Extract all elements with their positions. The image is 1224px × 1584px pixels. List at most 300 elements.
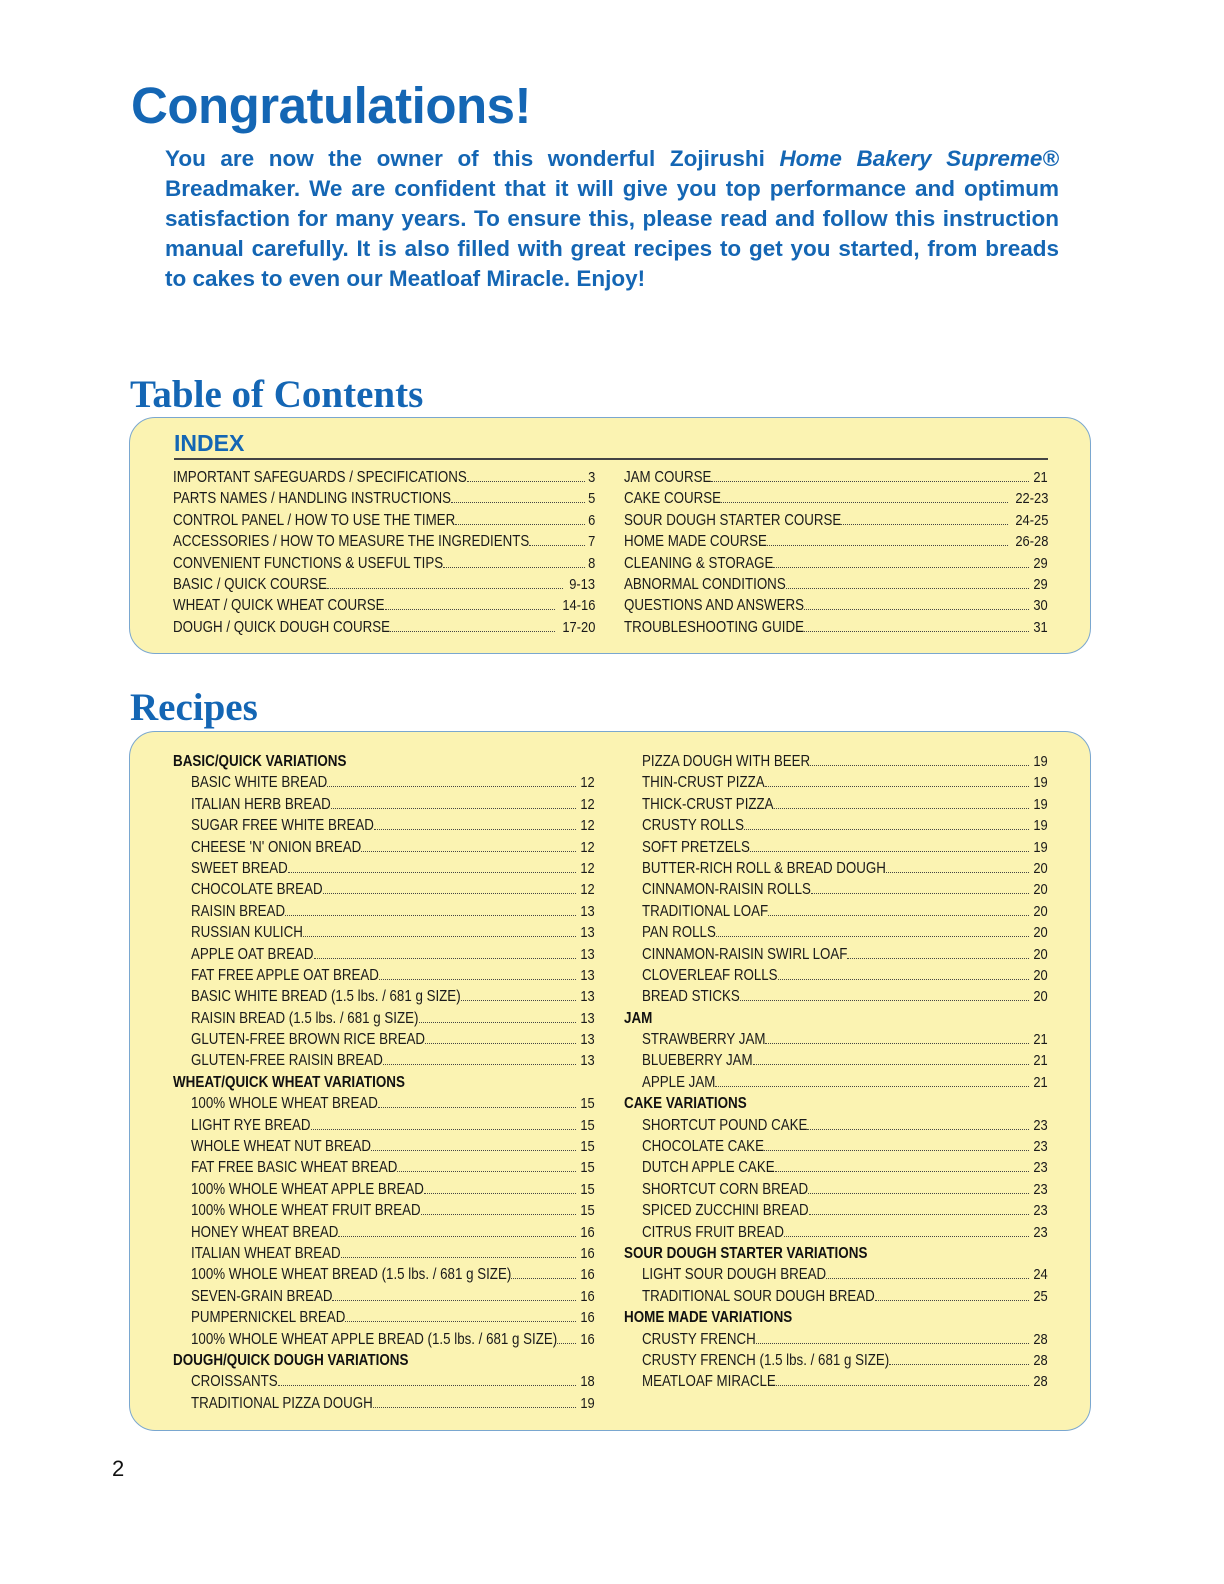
contents-entry bbox=[173, 1307, 595, 1328]
entry-title: LIGHT RYE BREAD bbox=[191, 1116, 311, 1134]
dot-leader bbox=[756, 1343, 1029, 1344]
dot-leader bbox=[721, 502, 1008, 503]
dot-leader bbox=[886, 872, 1029, 873]
contents-entry bbox=[624, 944, 1048, 965]
category-heading: SOUR DOUGH STARTER VARIATIONS bbox=[624, 1244, 868, 1262]
contents-entry bbox=[173, 1179, 595, 1200]
entry-page-number: 20 bbox=[1033, 881, 1048, 899]
toc-heading: Table of Contents bbox=[130, 373, 424, 416]
contents-entry bbox=[173, 1008, 595, 1029]
entry-title: CHOCOLATE BREAD bbox=[191, 881, 323, 899]
index-divider bbox=[174, 458, 1048, 460]
dot-leader bbox=[288, 872, 577, 873]
entry-title: SOFT PRETZELS bbox=[642, 838, 750, 856]
dot-leader bbox=[764, 1150, 1029, 1151]
dot-leader bbox=[768, 915, 1029, 916]
contents-entry bbox=[173, 467, 595, 488]
dot-leader bbox=[285, 915, 576, 916]
entry-title: BASIC / QUICK COURSE bbox=[173, 575, 328, 593]
dot-leader bbox=[808, 1193, 1029, 1194]
entry-title: PIZZA DOUGH WITH BEER bbox=[642, 753, 811, 770]
dot-leader bbox=[809, 1214, 1030, 1215]
entry-title: HOME MADE COURSE bbox=[624, 533, 767, 551]
contents-entry bbox=[624, 1157, 1048, 1178]
entry-title: TROUBLESHOOTING GUIDE bbox=[624, 618, 804, 636]
dot-leader bbox=[361, 851, 576, 852]
contents-entry bbox=[624, 794, 1048, 815]
contents-entry bbox=[624, 837, 1048, 858]
entry-page-number: 23 bbox=[1033, 1116, 1048, 1134]
dot-leader bbox=[711, 481, 1029, 482]
entry-title: CLEANING & STORAGE bbox=[624, 554, 774, 572]
dot-leader bbox=[775, 1171, 1030, 1172]
entry-page-number: 16 bbox=[580, 1330, 595, 1348]
dot-leader bbox=[373, 1407, 577, 1408]
entry-page-number: 20 bbox=[1033, 945, 1048, 963]
dot-leader bbox=[421, 1214, 577, 1215]
dot-leader bbox=[379, 979, 576, 980]
dot-leader bbox=[765, 1043, 1029, 1044]
entry-title: SOUR DOUGH STARTER COURSE bbox=[624, 511, 842, 529]
contents-entry bbox=[624, 986, 1048, 1007]
entry-title: CHEESE 'N' ONION BREAD bbox=[191, 838, 362, 856]
dot-leader bbox=[311, 1129, 577, 1130]
entry-title: MEATLOAF MIRACLE bbox=[642, 1373, 776, 1391]
dot-leader bbox=[327, 588, 563, 589]
entry-page-number: 23 bbox=[1033, 1223, 1048, 1241]
dot-leader bbox=[323, 893, 577, 894]
recipes-panel bbox=[129, 731, 1091, 1431]
entry-page-number: 19 bbox=[1033, 817, 1048, 835]
dot-leader bbox=[767, 545, 1008, 546]
entry-title: 100% WHOLE WHEAT BREAD (1.5 lbs. / 681 g SIZE) bbox=[191, 1266, 512, 1284]
contents-entry bbox=[624, 858, 1048, 879]
contents-entry bbox=[173, 1286, 595, 1307]
dot-leader bbox=[841, 524, 1007, 525]
index-panel bbox=[129, 417, 1091, 654]
category-heading: JAM bbox=[624, 1009, 653, 1027]
entry-page-number: 28 bbox=[1033, 1330, 1048, 1348]
contents-entry bbox=[624, 595, 1048, 616]
entry-page-number: 8 bbox=[587, 554, 595, 572]
dot-leader bbox=[557, 1343, 576, 1344]
contents-entry bbox=[624, 1136, 1048, 1157]
dot-leader bbox=[390, 631, 555, 632]
entry-page-number: 14-16 bbox=[561, 597, 595, 615]
entry-page-number: 21 bbox=[1033, 1052, 1048, 1070]
entry-title: BASIC WHITE BREAD bbox=[191, 774, 328, 792]
entry-page-number: 23 bbox=[1033, 1159, 1048, 1177]
entry-page-number: 13 bbox=[580, 1052, 595, 1070]
entry-title: JAM COURSE bbox=[624, 469, 712, 486]
entry-title: TRADITIONAL SOUR DOUGH BREAD bbox=[642, 1287, 875, 1305]
dot-leader bbox=[341, 1257, 577, 1258]
entry-page-number: 6 bbox=[587, 511, 595, 529]
entry-title: PUMPERNICKEL BREAD bbox=[191, 1309, 346, 1327]
entry-page-number: 13 bbox=[580, 924, 595, 942]
entry-page-number: 25 bbox=[1033, 1287, 1048, 1305]
dot-leader bbox=[327, 786, 576, 787]
contents-entry bbox=[624, 1029, 1048, 1050]
dot-leader bbox=[804, 609, 1029, 610]
dot-leader bbox=[875, 1300, 1030, 1301]
entry-page-number: 31 bbox=[1033, 618, 1048, 636]
category-heading: WHEAT/QUICK WHEAT VARIATIONS bbox=[173, 1073, 405, 1091]
dot-leader bbox=[847, 958, 1029, 959]
dot-leader bbox=[467, 481, 585, 482]
entry-title: GLUTEN-FREE RAISIN BREAD bbox=[191, 1052, 383, 1070]
entry-page-number: 19 bbox=[1033, 838, 1048, 856]
entry-title: APPLE JAM bbox=[642, 1073, 716, 1091]
contents-entry bbox=[173, 901, 595, 922]
entry-title: CLOVERLEAF ROLLS bbox=[642, 966, 778, 984]
contents-entry bbox=[173, 858, 595, 879]
entry-page-number: 16 bbox=[580, 1309, 595, 1327]
entry-page-number: 16 bbox=[580, 1287, 595, 1305]
entry-page-number: 13 bbox=[580, 902, 595, 920]
dot-leader bbox=[424, 1193, 576, 1194]
entry-page-number: 23 bbox=[1033, 1202, 1048, 1220]
dot-leader bbox=[765, 786, 1030, 787]
entry-title: SWEET BREAD bbox=[191, 859, 288, 877]
entry-page-number: 20 bbox=[1033, 988, 1048, 1006]
dot-leader bbox=[807, 1129, 1029, 1130]
entry-page-number: 9-13 bbox=[569, 575, 595, 593]
entry-title: CITRUS FRUIT BREAD bbox=[642, 1223, 784, 1241]
contents-entry bbox=[173, 1222, 595, 1243]
contents-entry bbox=[624, 488, 1048, 509]
entry-title: SHORTCUT POUND CAKE bbox=[642, 1116, 808, 1134]
entry-title: CONVENIENT FUNCTIONS & USEFUL TIPS bbox=[173, 554, 444, 572]
contents-entry bbox=[624, 965, 1048, 986]
contents-entry bbox=[624, 1179, 1048, 1200]
entry-page-number: 21 bbox=[1033, 1073, 1048, 1091]
contents-entry bbox=[173, 1093, 595, 1114]
entry-page-number: 7 bbox=[587, 533, 595, 551]
contents-entry bbox=[173, 772, 595, 793]
contents-entry bbox=[173, 986, 595, 1007]
entry-page-number: 19 bbox=[1033, 753, 1048, 770]
entry-page-number: 23 bbox=[1033, 1180, 1048, 1198]
contents-entry bbox=[173, 1115, 595, 1136]
contents-entry bbox=[173, 531, 595, 552]
entry-title: BASIC WHITE BREAD (1.5 lbs. / 681 g SIZE) bbox=[191, 988, 461, 1006]
entry-title: RAISIN BREAD bbox=[191, 902, 286, 920]
entry-page-number: 20 bbox=[1033, 966, 1048, 984]
intro-product-name: Home Bakery Supreme® bbox=[779, 146, 1060, 171]
entry-page-number: 17-20 bbox=[561, 618, 595, 636]
dot-leader bbox=[774, 808, 1030, 809]
contents-entry bbox=[173, 510, 595, 531]
entry-title: CRUSTY FRENCH (1.5 lbs. / 681 g SIZE) bbox=[642, 1351, 890, 1369]
dot-leader bbox=[332, 1300, 576, 1301]
dot-leader bbox=[810, 765, 1029, 766]
entry-title: ACCESSORIES / HOW TO MEASURE THE INGREDIENTS bbox=[173, 533, 530, 551]
dot-leader bbox=[378, 1107, 576, 1108]
contents-entry bbox=[624, 772, 1048, 793]
contents-entry bbox=[624, 879, 1048, 900]
entry-title: DOUGH / QUICK DOUGH COURSE bbox=[173, 618, 391, 636]
contents-entry bbox=[624, 510, 1048, 531]
contents-entry bbox=[624, 1329, 1048, 1350]
contents-entry bbox=[173, 1264, 595, 1285]
entry-title: TRADITIONAL LOAF bbox=[642, 902, 769, 920]
entry-title: 100% WHOLE WHEAT FRUIT BREAD bbox=[191, 1202, 421, 1220]
entry-page-number: 19 bbox=[580, 1394, 595, 1412]
entry-title: SUGAR FREE WHITE BREAD bbox=[191, 817, 374, 835]
contents-entry bbox=[173, 1157, 595, 1178]
entry-page-number: 15 bbox=[580, 1138, 595, 1156]
entry-title: FAT FREE APPLE OAT BREAD bbox=[191, 966, 379, 984]
contents-entry bbox=[624, 751, 1048, 772]
dot-leader bbox=[371, 1150, 576, 1151]
entry-title: 100% WHOLE WHEAT APPLE BREAD (1.5 lbs. / 681 g SIZE) bbox=[191, 1330, 558, 1348]
entry-title: 100% WHOLE WHEAT BREAD bbox=[191, 1095, 378, 1113]
dot-leader bbox=[383, 1064, 576, 1065]
entry-page-number: 13 bbox=[580, 945, 595, 963]
contents-entry bbox=[173, 1393, 595, 1414]
contents-entry bbox=[173, 1136, 595, 1157]
entry-title: FAT FREE BASIC WHEAT BREAD bbox=[191, 1159, 398, 1177]
contents-entry bbox=[173, 837, 595, 858]
contents-entry bbox=[624, 467, 1048, 488]
entry-title: CRUSTY ROLLS bbox=[642, 817, 744, 835]
intro-paragraph bbox=[165, 144, 1059, 294]
entry-title: IMPORTANT SAFEGUARDS / SPECIFICATIONS bbox=[173, 469, 467, 486]
entry-title: RAISIN BREAD (1.5 lbs. / 681 g SIZE) bbox=[191, 1009, 419, 1027]
entry-page-number: 13 bbox=[580, 1031, 595, 1049]
dot-leader bbox=[529, 545, 584, 546]
entry-page-number: 12 bbox=[580, 881, 595, 899]
entry-page-number: 15 bbox=[580, 1180, 595, 1198]
entry-page-number: 15 bbox=[580, 1159, 595, 1177]
entry-page-number: 16 bbox=[580, 1223, 595, 1241]
entry-page-number: 13 bbox=[580, 1009, 595, 1027]
entry-page-number: 29 bbox=[1033, 554, 1048, 572]
contents-entry bbox=[624, 1286, 1048, 1307]
entry-page-number: 28 bbox=[1033, 1351, 1048, 1369]
dot-leader bbox=[397, 1171, 576, 1172]
contents-entry bbox=[173, 944, 595, 965]
category-heading: CAKE VARIATIONS bbox=[624, 1095, 747, 1113]
entry-page-number: 24 bbox=[1033, 1266, 1048, 1284]
contents-entry bbox=[624, 553, 1048, 574]
entry-page-number: 16 bbox=[580, 1266, 595, 1284]
dot-leader bbox=[740, 1000, 1030, 1001]
dot-leader bbox=[461, 1000, 577, 1001]
dot-leader bbox=[715, 1086, 1029, 1087]
contents-entry bbox=[173, 1243, 595, 1264]
contents-entry bbox=[624, 1371, 1048, 1392]
intro-text-end: Breadmaker. We are confident that it will give you top performance and optimum satisfaction for many years. To ensure this, please read and follow this instruction manual carefully. It is also filled with great recipes to get you started, from breads to cakes to even our Meatloaf Miracle. Enjoy! bbox=[165, 176, 1059, 291]
entry-title: SEVEN-GRAIN BREAD bbox=[191, 1287, 333, 1305]
entry-page-number: 5 bbox=[587, 490, 595, 508]
contents-entry bbox=[173, 553, 595, 574]
entry-page-number: 13 bbox=[580, 988, 595, 1006]
entry-title: TRADITIONAL PIZZA DOUGH bbox=[191, 1394, 373, 1412]
index-column-right bbox=[624, 467, 1048, 638]
page-title: Congratulations! bbox=[131, 77, 531, 134]
dot-leader bbox=[425, 1043, 576, 1044]
contents-entry bbox=[624, 1115, 1048, 1136]
dot-leader bbox=[773, 567, 1029, 568]
entry-page-number: 21 bbox=[1033, 469, 1048, 486]
recipes-heading: Recipes bbox=[130, 686, 258, 729]
entry-page-number: 16 bbox=[580, 1244, 595, 1262]
contents-entry bbox=[173, 1329, 595, 1350]
category-heading: HOME MADE VARIATIONS bbox=[624, 1309, 793, 1327]
contents-entry bbox=[624, 901, 1048, 922]
entry-title: CRUSTY FRENCH bbox=[642, 1330, 756, 1348]
entry-title: PAN ROLLS bbox=[642, 924, 716, 942]
entry-title: PARTS NAMES / HANDLING INSTRUCTIONS bbox=[173, 490, 451, 508]
entry-title: THICK-CRUST PIZZA bbox=[642, 795, 774, 813]
contents-entry bbox=[624, 531, 1048, 552]
dot-leader bbox=[804, 631, 1029, 632]
contents-entry bbox=[624, 1264, 1048, 1285]
dot-leader bbox=[451, 502, 585, 503]
contents-entry bbox=[173, 574, 595, 595]
entry-page-number: 24-25 bbox=[1014, 511, 1048, 529]
contents-entry bbox=[173, 1050, 595, 1071]
dot-leader bbox=[385, 609, 555, 610]
dot-leader bbox=[278, 1385, 577, 1386]
category-heading: DOUGH/QUICK DOUGH VARIATIONS bbox=[173, 1351, 409, 1369]
entry-title: WHOLE WHEAT NUT BREAD bbox=[191, 1138, 371, 1156]
entry-page-number: 30 bbox=[1033, 597, 1048, 615]
contents-entry bbox=[624, 815, 1048, 836]
index-column-left bbox=[173, 467, 595, 638]
entry-page-number: 12 bbox=[580, 859, 595, 877]
entry-title: HONEY WHEAT BREAD bbox=[191, 1223, 339, 1241]
entry-page-number: 12 bbox=[580, 795, 595, 813]
entry-title: BLUEBERRY JAM bbox=[642, 1052, 753, 1070]
dot-leader bbox=[784, 1236, 1029, 1237]
category-heading: BASIC/QUICK VARIATIONS bbox=[173, 753, 347, 770]
contents-entry bbox=[173, 488, 595, 509]
contents-entry bbox=[173, 595, 595, 616]
entry-page-number: 23 bbox=[1033, 1138, 1048, 1156]
dot-leader bbox=[511, 1278, 576, 1279]
entry-page-number: 15 bbox=[580, 1202, 595, 1220]
entry-page-number: 20 bbox=[1033, 859, 1048, 877]
dot-leader bbox=[778, 979, 1030, 980]
contents-entry bbox=[624, 1200, 1048, 1221]
index-title: INDEX bbox=[174, 430, 245, 456]
contents-entry bbox=[173, 879, 595, 900]
entry-page-number: 28 bbox=[1033, 1373, 1048, 1391]
contents-entry bbox=[173, 794, 595, 815]
dot-leader bbox=[716, 936, 1029, 937]
dot-leader bbox=[786, 588, 1030, 589]
dot-leader bbox=[811, 893, 1029, 894]
entry-title: QUESTIONS AND ANSWERS bbox=[624, 597, 804, 615]
entry-title: 100% WHOLE WHEAT APPLE BREAD bbox=[191, 1180, 424, 1198]
recipes-column-right bbox=[624, 751, 1048, 1393]
dot-leader bbox=[826, 1278, 1029, 1279]
contents-entry bbox=[173, 617, 595, 638]
contents-entry bbox=[173, 922, 595, 943]
entry-title: THIN-CRUST PIZZA bbox=[642, 774, 765, 792]
dot-leader bbox=[753, 1064, 1030, 1065]
entry-page-number: 12 bbox=[580, 774, 595, 792]
entry-title: STRAWBERRY JAM bbox=[642, 1031, 766, 1049]
entry-page-number: 20 bbox=[1033, 924, 1048, 942]
contents-entry bbox=[624, 1050, 1048, 1071]
recipes-column-left bbox=[173, 751, 595, 1414]
entry-title: SHORTCUT CORN BREAD bbox=[642, 1180, 809, 1198]
entry-page-number: 3 bbox=[587, 469, 595, 486]
entry-title: WHEAT / QUICK WHEAT COURSE bbox=[173, 597, 385, 615]
contents-entry bbox=[624, 1072, 1048, 1093]
entry-page-number: 19 bbox=[1033, 774, 1048, 792]
contents-entry bbox=[624, 617, 1048, 638]
contents-entry bbox=[624, 1350, 1048, 1371]
entry-title: DUTCH APPLE CAKE bbox=[642, 1159, 775, 1177]
entry-title: ABNORMAL CONDITIONS bbox=[624, 575, 786, 593]
contents-entry bbox=[173, 1200, 595, 1221]
entry-title: BREAD STICKS bbox=[642, 988, 740, 1006]
page-number: 2 bbox=[112, 1456, 125, 1481]
dot-leader bbox=[314, 958, 577, 959]
dot-leader bbox=[455, 524, 584, 525]
dot-leader bbox=[331, 808, 577, 809]
contents-entry bbox=[624, 574, 1048, 595]
entry-title: ITALIAN WHEAT BREAD bbox=[191, 1244, 341, 1262]
dot-leader bbox=[744, 829, 1029, 830]
dot-leader bbox=[750, 851, 1029, 852]
contents-entry bbox=[173, 965, 595, 986]
intro-text-start: You are now the owner of this wonderful Zojirushi bbox=[165, 146, 780, 171]
dot-leader bbox=[419, 1022, 577, 1023]
entry-page-number: 29 bbox=[1033, 575, 1048, 593]
entry-page-number: 26-28 bbox=[1014, 533, 1048, 551]
contents-entry bbox=[173, 1029, 595, 1050]
entry-title: SPICED ZUCCHINI BREAD bbox=[642, 1202, 809, 1220]
entry-page-number: 12 bbox=[580, 817, 595, 835]
contents-entry bbox=[624, 922, 1048, 943]
entry-title: LIGHT SOUR DOUGH BREAD bbox=[642, 1266, 827, 1284]
dot-leader bbox=[776, 1385, 1030, 1386]
entry-page-number: 19 bbox=[1033, 795, 1048, 813]
entry-title: RUSSIAN KULICH bbox=[191, 924, 303, 942]
entry-page-number: 18 bbox=[580, 1373, 595, 1391]
entry-page-number: 12 bbox=[580, 838, 595, 856]
entry-title: CROISSANTS bbox=[191, 1373, 278, 1391]
entry-page-number: 15 bbox=[580, 1095, 595, 1113]
entry-page-number: 15 bbox=[580, 1116, 595, 1134]
entry-title: GLUTEN-FREE BROWN RICE BREAD bbox=[191, 1031, 426, 1049]
entry-title: CHOCOLATE CAKE bbox=[642, 1138, 764, 1156]
dot-leader bbox=[443, 567, 585, 568]
entry-title: CONTROL PANEL / HOW TO USE THE TIMER bbox=[173, 511, 456, 529]
dot-leader bbox=[338, 1236, 576, 1237]
entry-title: CINNAMON-RAISIN ROLLS bbox=[642, 881, 811, 899]
contents-entry bbox=[173, 815, 595, 836]
dot-leader bbox=[303, 936, 576, 937]
contents-entry bbox=[173, 1371, 595, 1392]
entry-page-number: 21 bbox=[1033, 1031, 1048, 1049]
contents-entry bbox=[624, 1222, 1048, 1243]
entry-title: ITALIAN HERB BREAD bbox=[191, 795, 331, 813]
entry-title: CINNAMON-RAISIN SWIRL LOAF bbox=[642, 945, 848, 963]
dot-leader bbox=[889, 1364, 1029, 1365]
entry-title: APPLE OAT BREAD bbox=[191, 945, 314, 963]
dot-leader bbox=[374, 829, 576, 830]
dot-leader bbox=[345, 1321, 576, 1322]
entry-page-number: 20 bbox=[1033, 902, 1048, 920]
entry-page-number: 22-23 bbox=[1014, 490, 1048, 508]
